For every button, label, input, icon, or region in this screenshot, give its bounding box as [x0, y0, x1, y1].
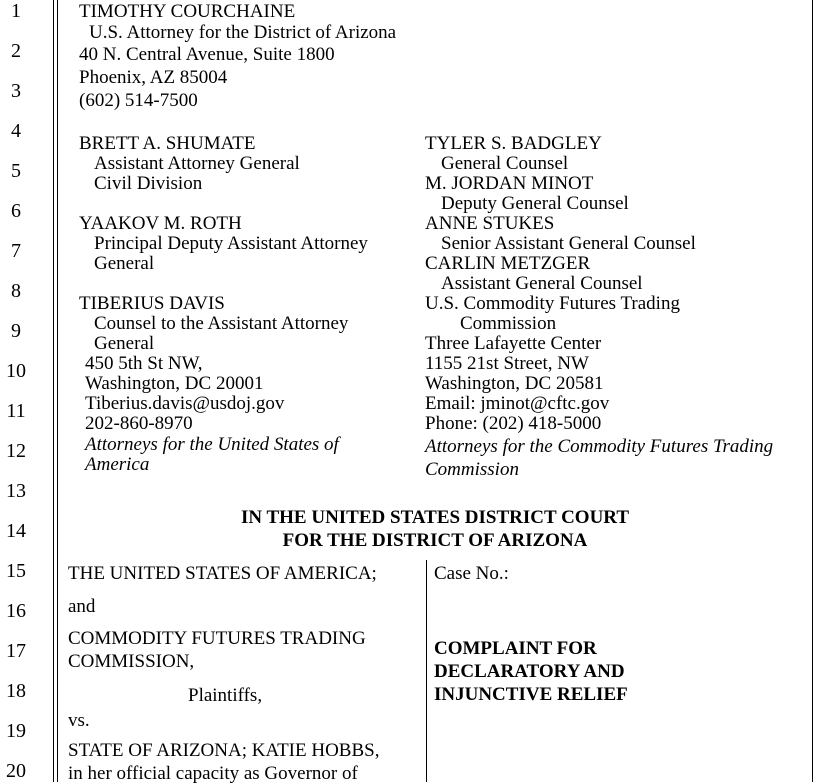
- line-number: 19: [6, 720, 26, 742]
- attorney-title: U.S. Attorney for the District of Arizona: [89, 22, 397, 43]
- attorney-city: Phoenix, AZ 85004: [79, 67, 228, 88]
- line-number: 13: [6, 480, 26, 502]
- line-number: 5: [11, 160, 21, 182]
- counsel-name: TYLER S. BADGLEY: [425, 133, 602, 154]
- counsel-name: M. JORDAN MINOT: [425, 173, 594, 194]
- document-title: INJUNCTIVE RELIEF: [434, 684, 628, 705]
- line-number: 16: [6, 600, 26, 622]
- counsel-name: YAAKOV M. ROTH: [79, 213, 242, 234]
- court-heading: IN THE UNITED STATES DISTRICT COURT: [240, 507, 630, 528]
- plaintiffs-label: Plaintiffs,: [188, 685, 263, 706]
- counsel-phone: 202-860-8970: [85, 413, 193, 434]
- agency-address: Three Lafayette Center: [425, 333, 602, 354]
- counsel-name: CARLIN METZGER: [425, 253, 591, 274]
- line-number: 3: [11, 80, 21, 102]
- attorney-address: 40 N. Central Avenue, Suite 1800: [79, 44, 335, 65]
- counsel-name: ANNE STUKES: [425, 213, 555, 234]
- agency-phone: Phone: (202) 418-5000: [425, 413, 602, 434]
- attorney-name: TIMOTHY COURCHAINE: [79, 1, 296, 22]
- line-number: 18: [6, 680, 26, 702]
- margin-rule-right: [812, 0, 813, 782]
- court-heading: FOR THE DISTRICT OF ARIZONA: [282, 530, 588, 551]
- line-number: 12: [6, 440, 26, 462]
- counsel-role: Commission: [425, 459, 519, 480]
- counsel-role: America: [85, 454, 150, 475]
- plaintiff-name: COMMODITY FUTURES TRADING: [68, 628, 366, 649]
- line-number: 2: [11, 40, 21, 62]
- attorney-phone: (602) 514-7500: [79, 90, 198, 111]
- counsel-title: Assistant General Counsel: [441, 273, 643, 294]
- line-number: 10: [6, 360, 26, 382]
- counsel-name: TIBERIUS DAVIS: [79, 293, 225, 314]
- line-number: 11: [6, 400, 26, 422]
- counsel-address: 450 5th St NW,: [85, 353, 203, 374]
- counsel-title: General: [94, 333, 155, 354]
- plaintiff-name: COMMISSION,: [68, 651, 195, 672]
- line-number: 4: [11, 120, 21, 142]
- counsel-city: Washington, DC 20001: [85, 373, 264, 394]
- line-number: 14: [6, 520, 26, 542]
- counsel-title: Deputy General Counsel: [441, 193, 629, 214]
- agency-city: Washington, DC 20581: [425, 373, 604, 394]
- counsel-role: Attorneys for the Commodity Futures Trading: [425, 436, 774, 457]
- margin-rule-inner: [57, 0, 58, 782]
- counsel-title: Principal Deputy Assistant Attorney: [94, 233, 368, 254]
- line-number: 15: [6, 560, 26, 582]
- agency-address: 1155 21st Street, NW: [425, 353, 589, 374]
- counsel-name: BRETT A. SHUMATE: [79, 133, 256, 154]
- agency-name: Commission: [460, 313, 557, 334]
- caption-and: and: [68, 596, 96, 617]
- agency-name: U.S. Commodity Futures Trading: [425, 293, 680, 314]
- defendant-name: in her official capacity as Governor of: [68, 763, 358, 784]
- defendant-name: STATE OF ARIZONA; KATIE HOBBS,: [68, 740, 380, 761]
- counsel-title: Assistant Attorney General: [94, 153, 300, 174]
- counsel-title: General Counsel: [441, 153, 569, 174]
- document-title: COMPLAINT FOR: [434, 638, 597, 659]
- counsel-title: Civil Division: [94, 173, 203, 194]
- line-number: 20: [6, 760, 26, 782]
- margin-rule-outer: [53, 0, 54, 782]
- caption-vs: vs.: [68, 710, 90, 731]
- counsel-email: Tiberius.davis@usdoj.gov: [85, 393, 285, 414]
- line-number: 9: [11, 320, 21, 342]
- counsel-title: Senior Assistant General Counsel: [441, 233, 696, 254]
- document-title: DECLARATORY AND: [434, 661, 625, 682]
- line-number: 1: [11, 0, 21, 22]
- counsel-title: General: [94, 253, 155, 274]
- line-number: 7: [11, 240, 21, 262]
- counsel-role: Attorneys for the United States of: [85, 434, 339, 455]
- caption-divider: [426, 560, 427, 782]
- line-number: 8: [11, 280, 21, 302]
- line-number: 6: [11, 200, 21, 222]
- case-number-label: Case No.:: [434, 563, 509, 584]
- line-number: 17: [6, 640, 26, 662]
- agency-email: Email: jminot@cftc.gov: [425, 393, 610, 414]
- counsel-title: Counsel to the Assistant Attorney: [94, 313, 349, 334]
- plaintiff-name: THE UNITED STATES OF AMERICA;: [68, 563, 377, 584]
